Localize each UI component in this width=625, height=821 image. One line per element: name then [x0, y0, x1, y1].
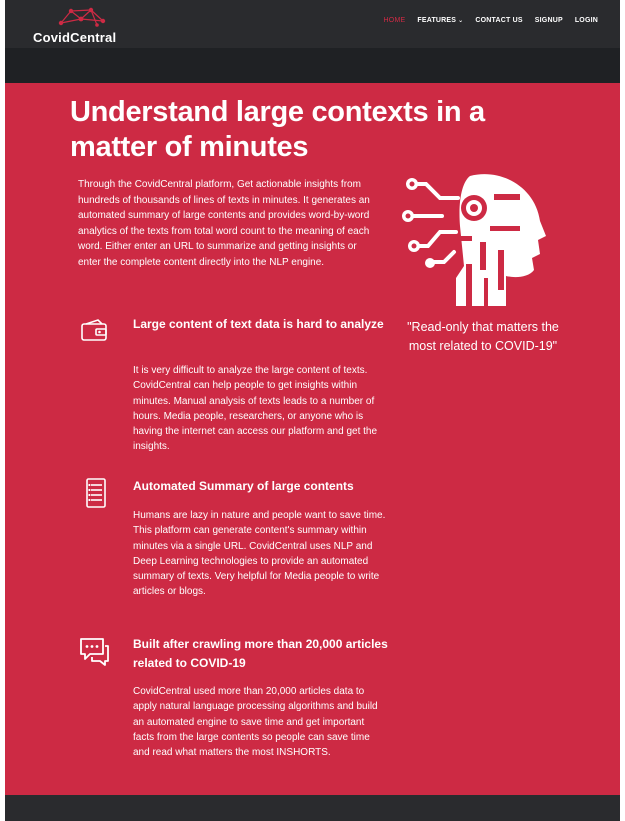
nav-features-dropdown[interactable]: [417, 17, 463, 24]
feature-description: It is very difficult to analyze the large content of texts. CovidCentral can help people to get insights within minutes. Manual analysis of texts leads to a number of hours. Media people, researchers, or anyone who is having the internet can access our platform and get the insights.: [133, 365, 378, 453]
quote-text: "Read-only that matters the most related to COVID-19": [407, 320, 559, 353]
nav-signup-link[interactable]: SIGNUP: [534, 17, 563, 24]
feature-title: Large content of text data is hard to analyze: [133, 317, 384, 331]
network-molecule-icon: [53, 5, 113, 29]
page-title: Understand large contexts in a matter of minutes: [70, 96, 485, 163]
ai-robot-head-icon: [400, 166, 550, 311]
main-menu: [384, 17, 598, 24]
page-frame: [5, 0, 620, 821]
nav-home-link[interactable]: HOME: [383, 17, 406, 24]
feature-title: Automated Summary of large contents: [133, 479, 354, 493]
wallet-icon: [78, 315, 110, 347]
chat-bubbles-icon: [78, 635, 110, 667]
brand-logo[interactable]: [33, 5, 143, 45]
intro-paragraph: Through the CovidCentral platform, Get actionable insights from hundreds of thousands of lines of texts in minutes. It generates an automated summary of large contents and provides word-by-word analytics of the texts from total word count to the meaning of each word. Either enter an URL to summarize and getting insights or enter the complete content directly into the NLP engine.: [78, 179, 370, 268]
nav-features-label: FEATURES: [417, 17, 457, 24]
header-band: [5, 48, 620, 83]
document-list-icon: [78, 477, 110, 509]
footer-band: [5, 795, 620, 821]
brand-name: CovidCentral: [33, 30, 117, 45]
nav-login-link[interactable]: LOGIN: [574, 17, 598, 24]
nav-contact-link[interactable]: CONTACT US: [475, 17, 523, 24]
features-section: [5, 83, 620, 795]
feature-title: Built after crawling more than 20,000 articles related to COVID-19: [133, 637, 388, 670]
feature-description: Humans are lazy in nature and people want to save time. This platform can generate content's summary within minutes via a single URL. CovidCentral uses NLP and Deep Learning technologies to provide an automated summary of texts. Very helpful for Media people to write articles or blogs.: [133, 510, 386, 598]
feature-description: CovidCentral used more than 20,000 articles data to apply natural language processing algorithms and build an automated engine to save time and get important facts from the large contents so people can save time and read what matters the most INSHORTS.: [133, 686, 378, 759]
top-navbar: [5, 0, 620, 48]
chevron-down-icon: ⌄: [458, 18, 464, 24]
